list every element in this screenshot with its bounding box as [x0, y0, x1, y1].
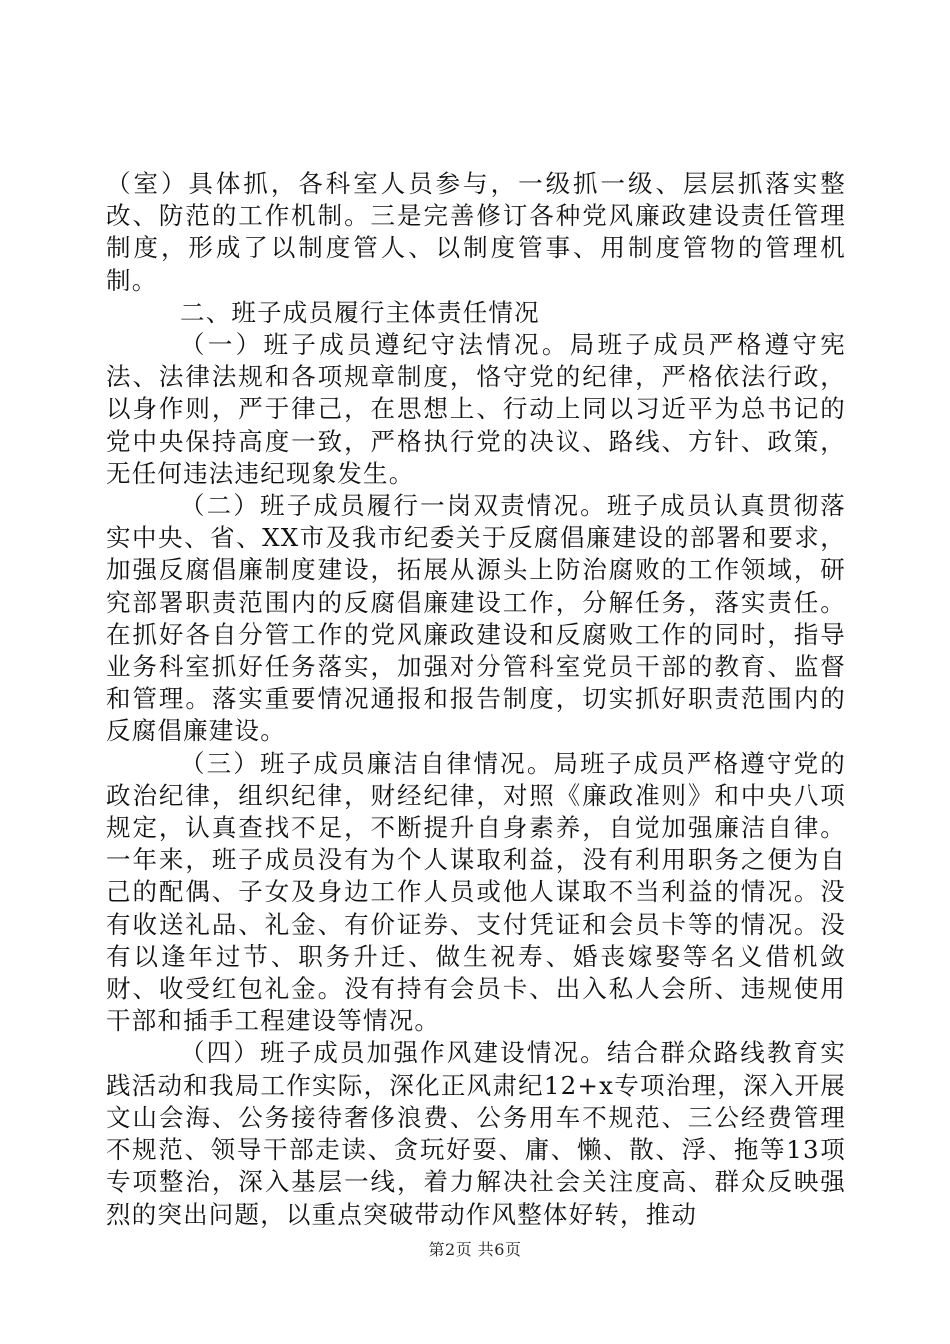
- page-number-footer: 第2页 共6页: [428, 1240, 522, 1259]
- section-heading: 二、班子成员履行主体责任情况: [180, 297, 540, 327]
- document-body: [106, 168, 846, 1231]
- paragraph-work-style: （四）班子成员加强作风建设情况。结合群众路线教育实践活动和我局工作实际，深化正风肃纪12+x专项治理，深入开展文山会海、公务接待奢侈浪费、公务用车不规范、三公经费管理不规范、领导干部走读、贪玩好耍、庸、懒、散、浮、拖等13项专项整治，深入基层一线，着力解决社会关注度高、群众反映强烈的突出问题，以重点突破带动作风整体好转，推动: [106, 1038, 846, 1229]
- paragraph-continuation: （室）具体抓，各科室人员参与，一级抓一级、层层抓落实整改、防范的工作机制。三是完善修订各种党风廉政建设责任管理制度，形成了以制度管人、以制度管事、用制度管物的管理机制。: [106, 169, 846, 295]
- paragraph-dual-responsibility: （二）班子成员履行一岗双责情况。班子成员认真贯彻落实中央、省、XX市及我市纪委关于反腐倡廉建设的部署和要求，加强反腐倡廉制度建设，拓展从源头上防治腐败的工作领域，研究部署职责范围内的反腐倡廉建设工作，分解任务，落实责任。在抓好各自分管工作的党风廉政建设和反腐败工作的同时，指导业务科室抓好任务落实，加强对分管科室党员干部的教育、监督和管理。落实重要情况通报和报告制度，切实抓好职责范围内的反腐倡廉建设。: [106, 491, 846, 746]
- paragraph-self-discipline: （三）班子成员廉洁自律情况。局班子成员严格遵守党的政治纪律，组织纪律，财经纪律，对照《廉政准则》和中央八项规定，认真查找不足，不断提升自身素养，自觉加强廉洁自律。一年来，班子成员没有为个人谋取利益，没有利用职务之便为自己的配偶、子女及身边工作人员或他人谋取不当利益的情况。没有收送礼品、礼金、有价证券、支付凭证和会员卡等的情况。没有以逢年过节、职务升迁、做生祝寿、婚丧嫁娶等名义借机敛财、收受红包礼金。没有持有会员卡、出入私人会所、违规使用干部和插手工程建设等情况。: [106, 748, 846, 1036]
- paragraph-discipline: （一）班子成员遵纪守法情况。局班子成员严格遵守宪法、法律法规和各项规章制度，恪守党的纪律，严格依法行政，以身作则，严于律己，在思想上、行动上同以习近平为总书记的党中央保持高度一致，严格执行党的决议、路线、方针、政策，无任何违法违纪现象发生。: [106, 330, 846, 488]
